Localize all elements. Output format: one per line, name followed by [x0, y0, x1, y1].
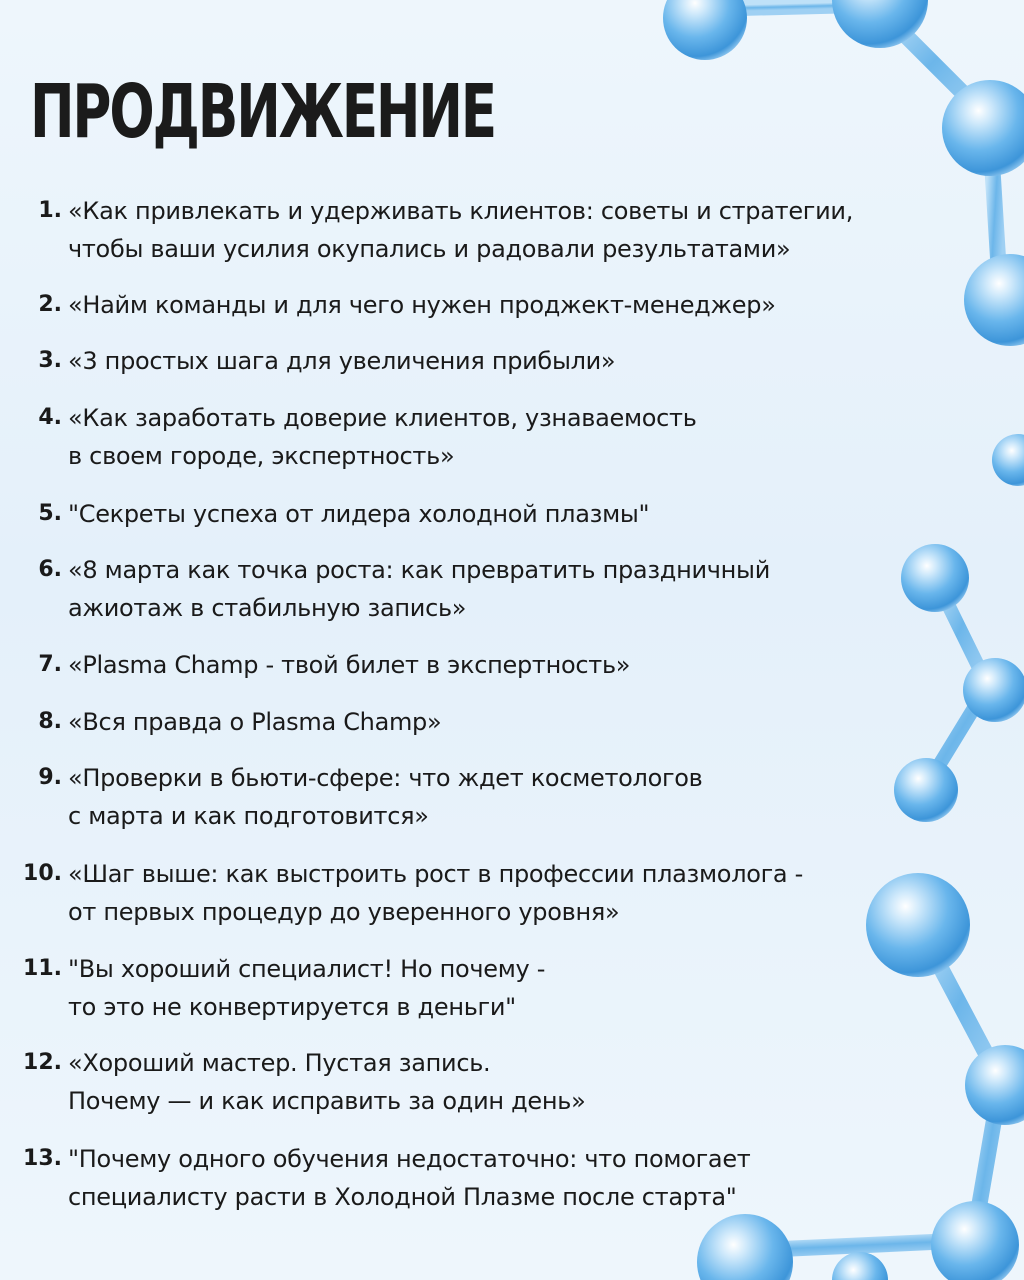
- item-number: 3.: [38, 348, 62, 373]
- item-text-line: "Секреты успеха от лидера холодной плазмы": [68, 500, 650, 528]
- item-text-line: «Хороший мастер. Пустая запись.: [68, 1049, 491, 1077]
- item-text-line: "Почему одного обучения недостаточно: что помогает: [68, 1145, 751, 1173]
- page-title: ПРОДВИЖЕНИЕ: [30, 69, 496, 155]
- item-text-line: в своем городе, экспертность»: [68, 442, 455, 470]
- item-text-line: "Вы хороший специалист! Но почему -: [68, 955, 546, 983]
- item-text-line: «8 марта как точка роста: как превратить праздничный: [68, 556, 770, 584]
- item-text-line: «Найм команды и для чего нужен проджект-менеджер»: [68, 291, 776, 319]
- item-number: 1.: [38, 198, 62, 223]
- item-number: 6.: [38, 557, 62, 582]
- item-text-line: «Проверки в бьюти-сфере: что ждет косметологов: [68, 764, 703, 792]
- item-number: 5.: [38, 501, 62, 526]
- item-text-line: с марта и как подготовится»: [68, 802, 429, 830]
- item-text-line: специалисту расти в Холодной Плазме после старта": [68, 1183, 737, 1211]
- item-text-line: «Шаг выше: как выстроить рост в профессии плазмолога -: [68, 860, 804, 888]
- item-text-line: «Как привлекать и удерживать клиентов: советы и стратегии,: [68, 197, 854, 225]
- item-text-line: «Plasma Champ - твой билет в экспертность»: [68, 651, 631, 679]
- item-number: 2.: [38, 292, 62, 317]
- item-number: 10.: [23, 861, 62, 886]
- item-text-line: ажиотаж в стабильную запись»: [68, 594, 467, 622]
- item-text-line: чтобы ваши усилия окупались и радовали результатами»: [68, 235, 791, 263]
- item-number: 13.: [23, 1146, 62, 1171]
- item-text-line: от первых процедур до уверенного уровня»: [68, 898, 620, 926]
- item-number: 7.: [38, 652, 62, 677]
- item-number: 4.: [38, 405, 62, 430]
- item-text-line: Почему — и как исправить за один день»: [68, 1087, 586, 1115]
- item-number: 11.: [23, 956, 62, 981]
- item-text-line: «Вся правда о Plasma Champ»: [68, 708, 442, 736]
- item-number: 8.: [38, 709, 62, 734]
- item-number: 12.: [23, 1050, 62, 1075]
- item-text-line: то это не конвертируется в деньги": [68, 993, 516, 1021]
- item-text-line: «Как заработать доверие клиентов, узнаваемость: [68, 404, 697, 432]
- item-text-line: «3 простых шага для увеличения прибыли»: [68, 347, 616, 375]
- item-number: 9.: [38, 765, 62, 790]
